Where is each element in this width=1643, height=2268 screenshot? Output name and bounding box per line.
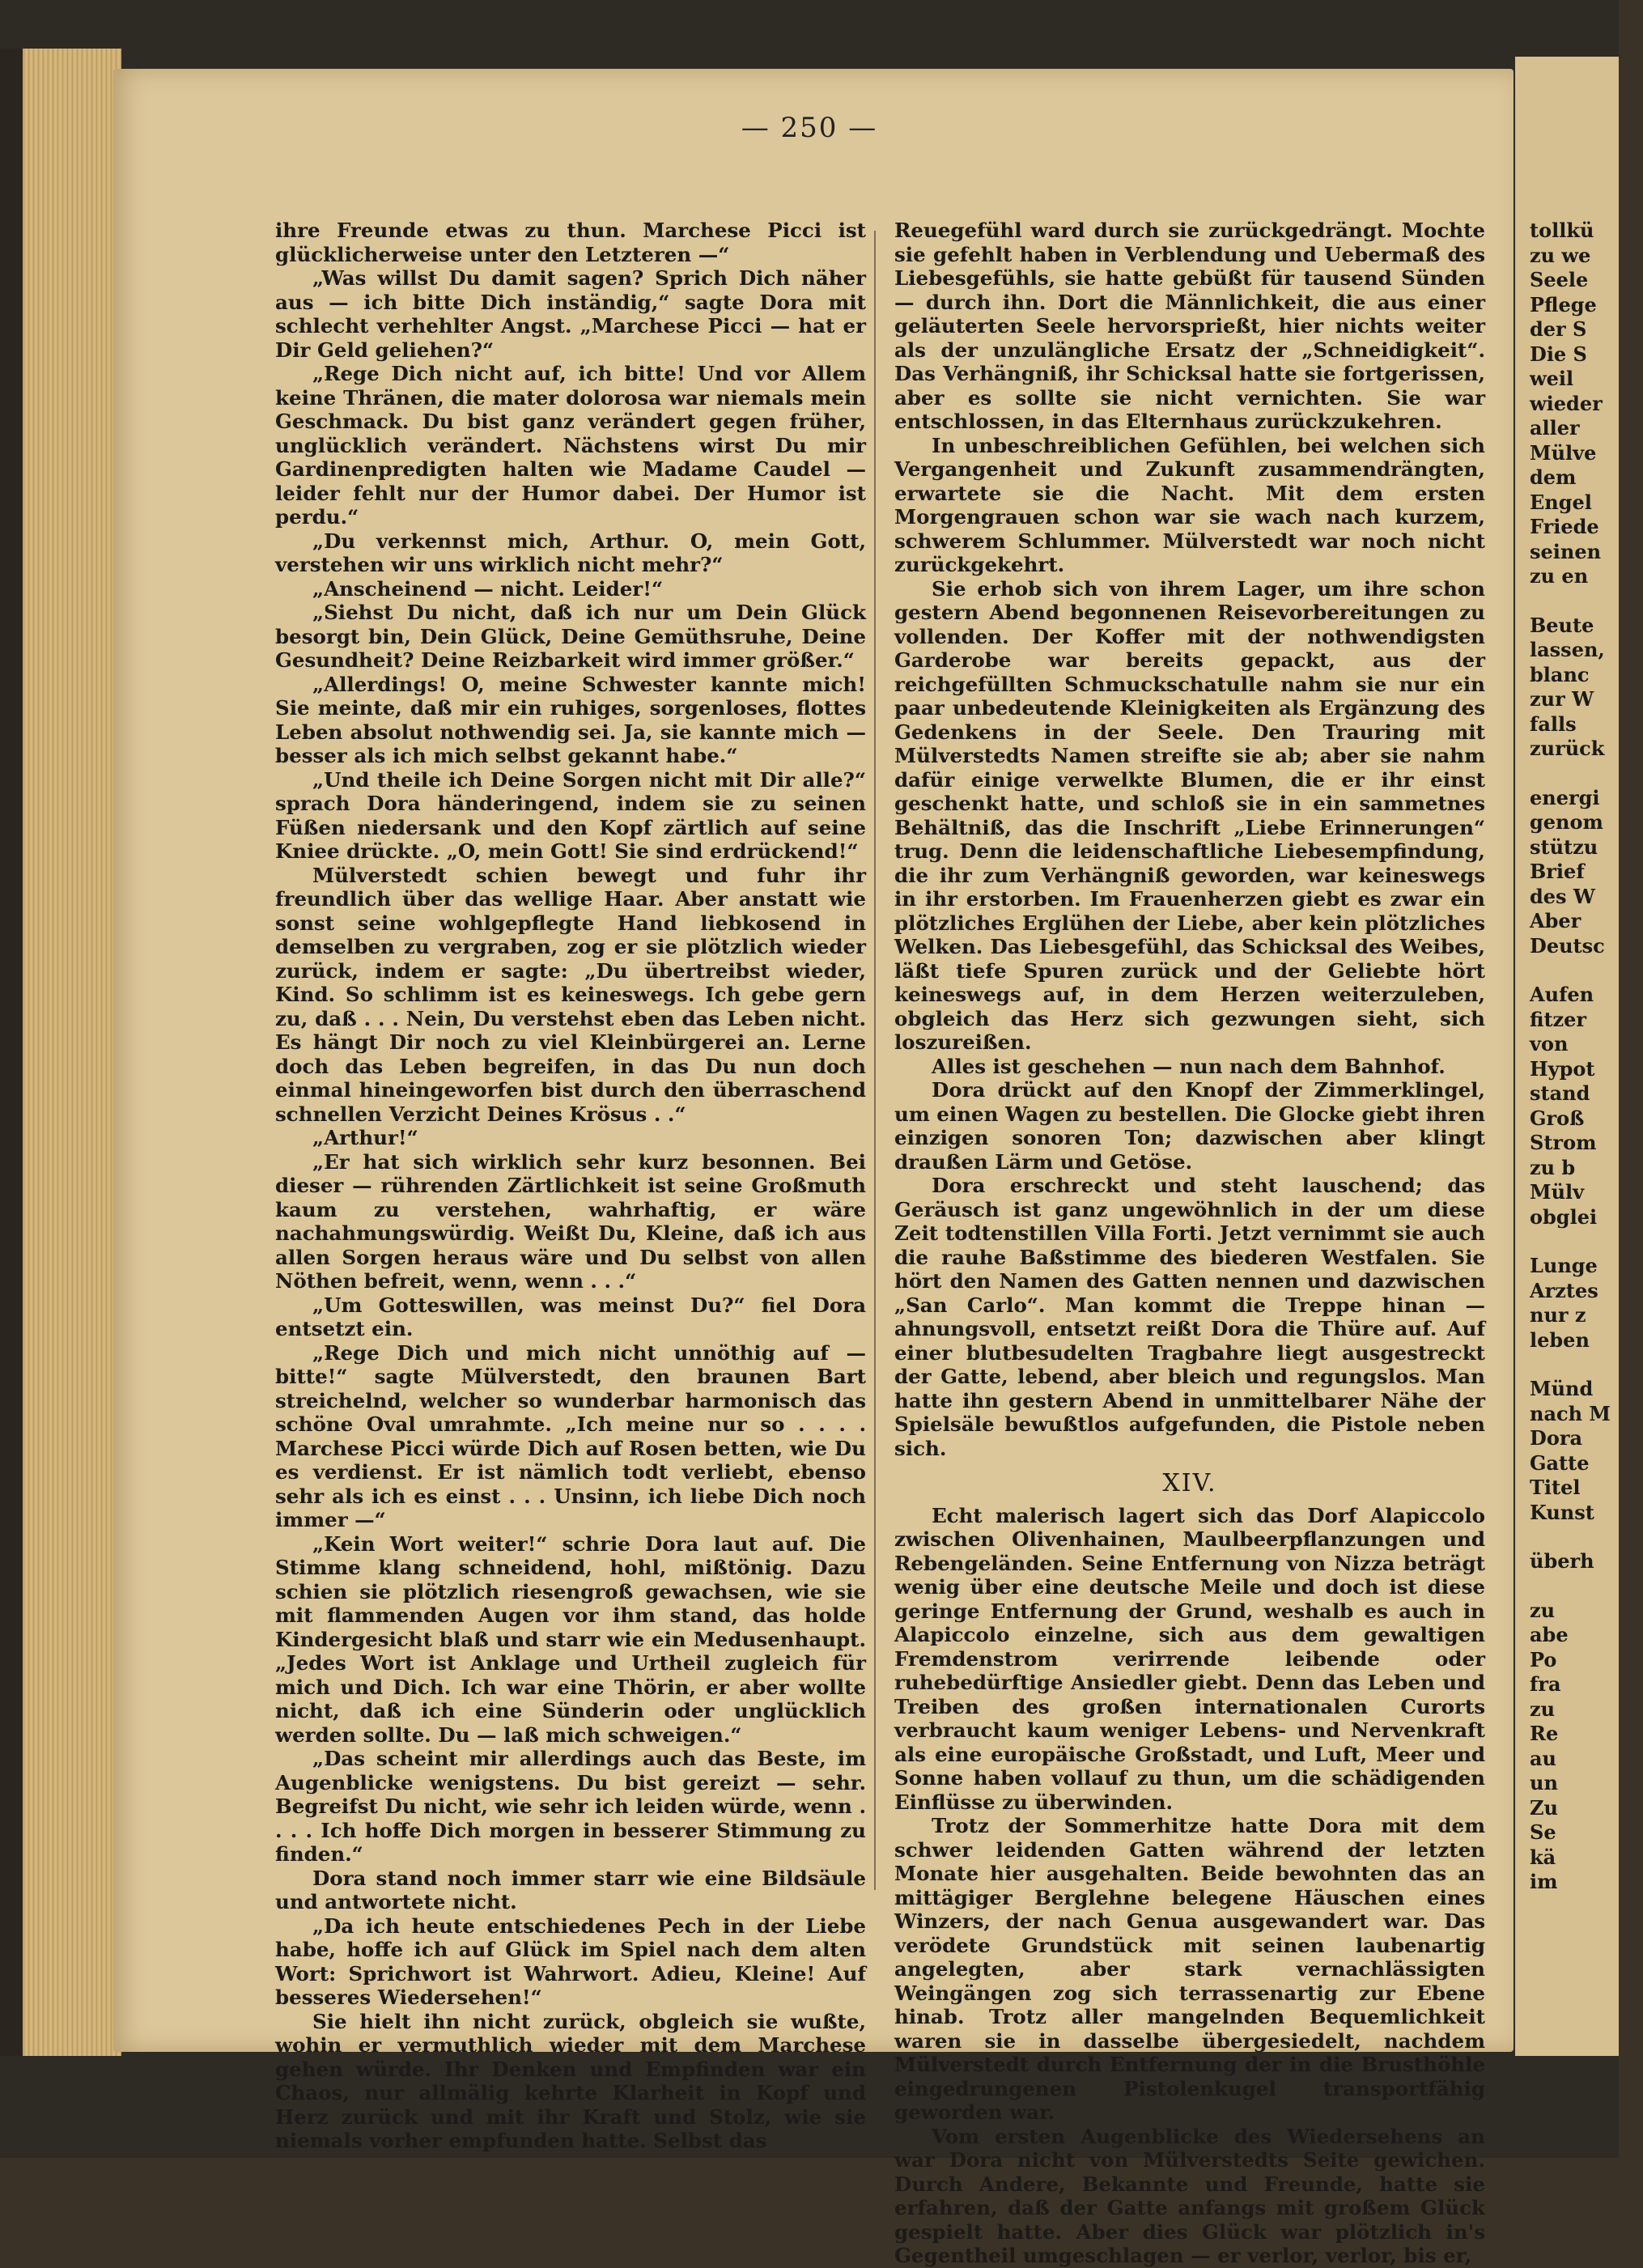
next-page-line: zu we	[1530, 243, 1591, 267]
paragraph: „Rege Dich nicht auf, ich bitte! Und vor Allem keine Thränen, die mater dolorosa war niemals mein Geschmack. Du bist ganz verändert gegen früher, unglücklich verändert. Nächstens wirst Du mir Gardinenpredigten halten wie Madame Caudel — leider fehlt nur der Humor dabei. Der Humor ist perdu.“	[275, 362, 866, 529]
paragraph: „Und theile ich Deine Sorgen nicht mit Dir alle?“ sprach Dora händeringend, indem sie zu seinen Füßen niedersank und den Kopf zärtlich auf seine Kniee drückte. „O, mein Gott! Sie sind erdrückend!“	[275, 767, 866, 863]
paragraph: Sie erhob sich von ihrem Lager, um ihre schon gestern Abend begonnenen Reisevorbereitungen zu vollenden. Der Koffer mit der nothwendigsten Garderobe war bereits gepackt, aus der reichgefüllten Schmuckschatulle nahm sie nur ein paar unbedeutende Kleinigkeiten als Ergänzung des Gedenkens in der Seele. Den Trauring mit Mülverstedts Namen streifte sie ab; aber sie nahm dafür einige verwelkte Blumen, die er ihr einst geschenkt hatte, und schloß sie in ein sammetnes Behältniß, das die Inschrift „Liebe Erinnerungen“ trug. Denn die leidenschaftliche Liebesempfindung, die ihr zum Verhängniß geworden, war keineswegs in ihr erstorben. Im Frauenherzen giebt es zwar ein plötzliches Erglühen der Liebe, aber kein plötzliches Welken. Das Liebesgefühl, das Schicksal des Weibes, läßt tiefe Spuren zurück und der Geliebte hört keineswegs auf, in dem Herzen weiterzuleben, obgleich das Herz sich gezwungen sieht, sich loszureißen.	[894, 576, 1485, 1054]
next-page-line: zu en	[1530, 564, 1589, 588]
next-page-line: zu	[1530, 1598, 1556, 1622]
next-page-line: Zu	[1530, 1795, 1558, 1820]
next-page-line	[1530, 1353, 1643, 1377]
next-page-line: energi	[1530, 785, 1600, 809]
next-page-line: Aufen	[1530, 983, 1594, 1006]
next-page-line: Lunge	[1530, 1254, 1598, 1277]
next-page-line: obglei	[1530, 1204, 1598, 1229]
paragraph: Mülverstedt schien bewegt und fuhr ihr freundlich über das wellige Haar. Aber anstatt wie sonst seine wohlgepflegte Hand liebkosend in demselben zu vergraben, zog er sie plötzlich wieder zurück, indem er sagte: „Du übertreibst wieder, Kind. So schlimm ist es keineswegs. Ich gebe gern zu, daß . . . Nein, Du verstehst eben das Leben nicht. Es hängt Dir noch zu viel Kleinbürgerei an. Lerne doch das Leben begreifen, in das Du nun doch einmal hineingeworfen bist durch den überraschend schnellen Verzicht Deines Krösus . .“	[275, 863, 866, 1126]
paragraph: „Allerdings! O, meine Schwester kannte mich! Sie meinte, daß mir ein ruhiges, sorgenloses, flottes Leben absolut nothwendig sei. Ja, sie kannte mich — besser als ich mich selbst gekannt habe.“	[275, 672, 866, 767]
next-page-line: tollkü	[1530, 219, 1594, 242]
next-page-line: blanc	[1530, 662, 1590, 686]
next-page-line: zur W	[1530, 687, 1594, 711]
next-page-line	[1530, 1525, 1643, 1549]
chapter-heading: XIV.	[1162, 1469, 1217, 1497]
next-page-line: nur z	[1530, 1303, 1586, 1327]
next-page-line: nach M	[1530, 1401, 1611, 1425]
next-page-line: wieder	[1530, 391, 1603, 415]
next-page-line: Groß	[1530, 1106, 1585, 1130]
next-page-line: genom	[1530, 810, 1603, 834]
next-page-line: Die S	[1530, 342, 1587, 366]
next-page-line: Engel	[1530, 490, 1592, 514]
next-page-line: kä	[1530, 1845, 1556, 1869]
paragraph: „Was willst Du damit sagen? Sprich Dich näher aus — ich bitte Dich inständig,“ sagte Dora mit schlecht verhehlter Angst. „Marchese Picci — hat er Dir Geld geliehen?“	[275, 266, 866, 362]
paragraph: „Arthur!“	[312, 1126, 418, 1149]
next-page-line: aller	[1530, 416, 1580, 440]
next-page-line: dem	[1530, 465, 1577, 489]
paragraph: Dora erschreckt und steht lauschend; das Geräusch ist ganz ungewöhnlich in der um diese Zeit todtenstillen Villa Forti. Jetzt vernimmt sie auch die rauhe Baßstimme des biederen Westfalen. Sie hört den Namen des Gatten nennen und dazwischen „San Carlo“. Man kommt die Treppe hinan — ahnungsvoll, entsetzt reißt Dora die Thüre auf. Auf einer blutbesudelten Tragbahre liegt ausgestreckt der Gatte, lebend, aber bleich und regungslos. Man hatte ihn gestern Abend in unmittelbarer Nähe der Spielsäle bewußtlos aufgefunden, die Pistole neben sich.	[894, 1174, 1485, 1460]
next-page-line: Brief	[1530, 860, 1585, 883]
next-page-line: Arztes	[1530, 1278, 1598, 1302]
next-page-line: Hypot	[1530, 1056, 1595, 1081]
next-page-line: Münd	[1530, 1377, 1594, 1400]
next-page-line: fra	[1530, 1672, 1561, 1696]
next-page-line: Seele	[1530, 268, 1589, 291]
next-page-line: seinen	[1530, 539, 1602, 563]
next-page-line	[1530, 762, 1643, 786]
next-page-line: Kunst	[1530, 1500, 1594, 1524]
next-page-line: Beute	[1530, 613, 1594, 637]
next-page-line	[1530, 958, 1643, 983]
next-page-line: Mülve	[1530, 440, 1597, 465]
paragraph: Dora drückt auf den Knopf der Zimmerklingel, um einen Wagen zu bestellen. Die Glocke giebt ihren einzigen sonoren Ton; dazwischen aber klingt draußen Lärm und Getöse.	[894, 1078, 1485, 1174]
next-page-text	[1530, 219, 1643, 1895]
next-page-line: von	[1530, 1032, 1569, 1055]
next-page-line: überh	[1530, 1549, 1594, 1573]
next-page-line: Titel	[1530, 1476, 1581, 1499]
paragraph: Echt malerisch lagert sich das Dorf Alapiccolo zwischen Olivenhainen, Maulbeerpflanzungen und Rebengeländen. Seine Entfernung von Nizza beträgt wenig über eine deutsche Meile und doch ist diese geringe Entfernung der Grund, weshalb es auch in Alapiccolo einzelne, sich aus dem gewaltigen Fremdenstrom verirrende leibende oder ruhebedürftige Ansiedler giebt. Denn das Leben und Treiben des großen internationalen Curorts verbraucht kaum weniger Lebens- und Nervenkraft als eine europäische Großstadt, und Luft, Meer und Sonne haben vollauf zu thun, um die schädigenden Einflüsse zu überwinden.	[894, 1503, 1485, 1814]
next-page-line: Re	[1530, 1722, 1559, 1745]
next-page-line: Friede	[1530, 515, 1599, 538]
next-page-edge	[1515, 57, 1619, 2056]
next-page-line: stand	[1530, 1081, 1590, 1105]
next-page-line: Pflege	[1530, 292, 1597, 316]
paragraph: „Das scheint mir allerdings auch das Beste, im Augenblicke wenigstens. Du bist gereizt — sehr. Begreifst Du nicht, wie sehr ich leiden würde, wenn . . . . Ich hoffe Dich morgen in besserer Stimmung zu finden.“	[275, 1747, 866, 1866]
paragraph: Alles ist geschehen — nun nach dem Bahnhof.	[932, 1054, 1446, 1078]
next-page-line: Aber	[1530, 909, 1581, 932]
next-page-line: Mülv	[1530, 1180, 1585, 1204]
next-page-line	[1530, 1230, 1643, 1254]
next-page-line: zurück	[1530, 737, 1605, 760]
next-page-line: Dora	[1530, 1426, 1583, 1450]
next-page-line: leben	[1530, 1327, 1590, 1352]
next-page-line: zu	[1530, 1697, 1556, 1721]
paragraph: „Er hat sich wirklich sehr kurz besonnen. Bei dieser — rührenden Zärtlichkeit ist seine Großmuth kaum zu verstehen, wahrhaftig, er wäre nachahmungswürdig. Weißt Du, Kleine, daß ich aus allen Sorgen heraus wäre und Du selbst von allen Nöthen befreit, wenn, wenn . . .“	[275, 1149, 866, 1293]
next-page-line: des W	[1530, 884, 1595, 908]
paragraph: ihre Freunde etwas zu thun. Marchese Picci ist glücklicherweise unter den Letzteren —“	[275, 219, 866, 266]
next-page-line: falls	[1530, 711, 1577, 736]
next-page-line: Gatte	[1530, 1450, 1590, 1475]
next-page-line: fitzer	[1530, 1007, 1587, 1031]
paragraph: „Kein Wort weiter!“ schrie Dora laut auf. Die Stimme klang schneidend, hohl, mißtönig. Dazu schien sie plötzlich riesengroß gewachsen, wie sie mit flammenden Augen vor ihm stand, das holde Kindergesicht blaß und starr wie ein Medusenhaupt. „Jedes Wort ist Anklage und Urtheil zugleich für mich und Dich. Ich war eine Thörin, er aber wollte nicht, daß ich eine Sünderin oder unglücklich werden sollte. Du — laß mich schweigen.“	[275, 1531, 866, 1747]
paragraph: Trotz der Sommerhitze hatte Dora mit dem schwer leidenden Gatten während der letzten Monate hier ausgehalten. Beide bewohnten das an mittägiger Berglehne belegene Häuschen eines Winzers, der nach Genua ausgewandert war. Das verödete Grundstück mit seinen laubenartig angelegten, aber stark vernachlässigten Weingängen zog sich terrassenartig zur Ebene hinab. Trotz aller mangelnden Bequemlichkeit waren sie in dasselbe übergesiedelt, nachdem Mülverstedt durch Entfernung der in die Brusthöhle eingedrungenen Pistolenkugel transportfähig geworden war.	[894, 1814, 1485, 2124]
paragraph: Reuegefühl ward durch sie zurückgedrängt. Mochte sie gefehlt haben in Verblendung und Uebermaß des Liebesgefühls, sie hatte gebüßt für tausend Sünden — durch ihn. Dort die Männlichkeit, die aus einer geläuterten Seele hervorsprießt, hier nichts weiter als der unzulängliche Ersatz der „Schneidigkeit“. Das Verhängniß, ihr Schicksal hatte sie fortgerissen, aber es sollte sie nicht vernichten. Sie war entschlossen, in das Elternhaus zurückzukehren.	[894, 219, 1485, 433]
next-page-line: im	[1530, 1870, 1558, 1893]
paragraph: „Da ich heute entschiedenes Pech in der Liebe habe, hoffe ich auf Glück im Spiel nach dem alten Wort: Sprichwort ist Wahrwort. Adieu, Kleine! Auf besseres Wiedersehen!“	[275, 1913, 866, 2009]
paragraph: Sie hielt ihn nicht zurück, obgleich sie wußte, wohin er vermuthlich wieder mit dem Marchese gehen würde. Ihr Denken und Empfinden war ein Chaos, nur allmälig kehrte Klarheit in Kopf und Herz zurück und mit ihr Kraft und Stolz, wie sie niemals vorher empfunden hatte. Selbst das	[275, 2009, 866, 2152]
book-spine	[0, 49, 23, 2056]
paragraph: „Anscheinend — nicht. Leider!“	[312, 576, 664, 601]
left-text-column	[275, 219, 866, 2152]
next-page-line: un	[1530, 1771, 1558, 1794]
column-divider	[874, 231, 876, 1890]
next-page-line: Po	[1530, 1647, 1557, 1671]
next-page-line: stützu	[1530, 835, 1598, 859]
next-page-line: lassen,	[1530, 638, 1605, 661]
next-page-line	[1530, 589, 1643, 614]
next-page-line: weil	[1530, 367, 1574, 390]
paragraph: Vom ersten Augenblicke des Wiedersehens an war Dora nicht von Mülverstedts Seite gewichen. Durch Andere, Bekannte und Freunde, hatte sie erfahren, daß der Gatte anfangs mit großem Glück gespielt hatte. Aber dies Glück war plötzlich in's Gegentheil umgeschlagen — er verlor, verlor, bis er,	[894, 2124, 1485, 2267]
right-text-column	[894, 219, 1485, 2267]
next-page-line: abe	[1530, 1623, 1569, 1646]
paragraph: Dora stand noch immer starr wie eine Bildsäule und antwortete nicht.	[275, 1866, 866, 1913]
next-page-line: Strom	[1530, 1131, 1597, 1154]
next-page-line: Se	[1530, 1820, 1556, 1844]
next-page-line: der S	[1530, 317, 1587, 341]
paragraph: „Siehst Du nicht, daß ich nur um Dein Glück besorgt bin, Dein Glück, Deine Gemüthsruhe, Deine Gesundheit? Deine Reizbarkeit wird immer größer.“	[275, 601, 866, 672]
paragraph: „Um Gotteswillen, was meinst Du?“ fiel Dora entsetzt ein.	[275, 1293, 866, 1340]
next-page-line: zu b	[1530, 1155, 1576, 1179]
page-number: — 250 —	[741, 112, 878, 144]
paragraph: „Rege Dich und mich nicht unnöthig auf — bitte!“ sagte Mülverstedt, den braunen Bart streichelnd, welcher so wunderbar harmonisch das schöne Oval umrahmte. „Ich meine nur so . . . . Marchese Picci würde Dich auf Rosen betten, wie Du es verdienst. Er ist nämlich todt verliebt, ebenso sehr als ich es einst . . . Unsinn, ich liebe Dich noch immer —“	[275, 1340, 866, 1531]
paragraph: In unbeschreiblichen Gefühlen, bei welchen sich Vergangenheit und Zukunft zusammendrängten, erwartete sie die Nacht. Mit dem ersten Morgengrauen schon war sie wach nach kurzem, schwerem Schlummer. Mülverstedt war noch nicht zurückgekehrt.	[894, 433, 1485, 576]
next-page-line	[1530, 1574, 1643, 1599]
next-page-line: au	[1530, 1746, 1556, 1770]
paragraph: „Du verkennst mich, Arthur. O, mein Gott, verstehen wir uns wirklich nicht mehr?“	[275, 529, 866, 576]
next-page-line: Deutsc	[1530, 933, 1605, 958]
